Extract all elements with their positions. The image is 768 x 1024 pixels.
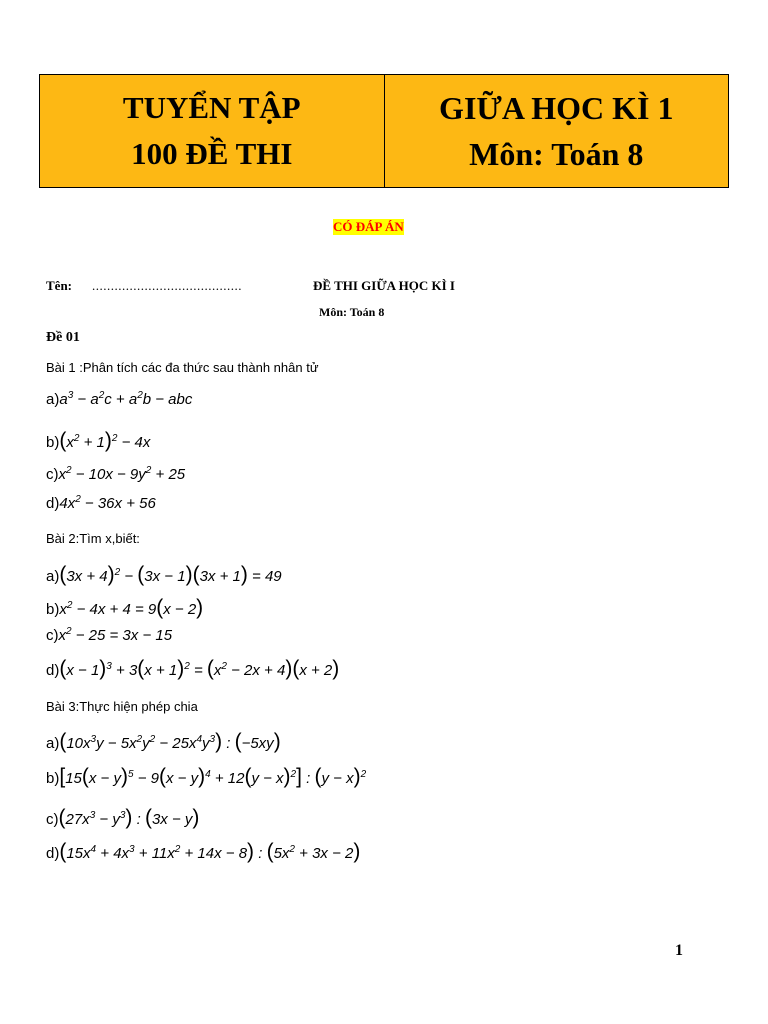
name-label: Tên: — [46, 278, 72, 293]
bai1-item-b: $b)(x^2 + 1)^2 - 4x$ — [46, 429, 151, 452]
exam-title: ĐỀ THI GIỮA HỌC KÌ I — [313, 278, 455, 293]
bai1-item-d: $d)4x^2 - 36x + 56$ — [46, 494, 156, 512]
answer-badge: CÓ ĐÁP ÁN — [333, 219, 404, 234]
bai2-item-b: $b)x^2 - 4x + 4 = 9(x - 2)$ — [46, 596, 204, 619]
bai2-item-c: $c)x^2 - 25 = 3x - 15$ — [46, 626, 173, 644]
banner-left-line2: 100 ĐỀ THI — [131, 136, 293, 171]
name-dots: ........................................ — [92, 278, 242, 293]
name-row — [46, 278, 242, 294]
subject-line: Môn: Toán 8 — [319, 305, 385, 319]
bai1-item-c: $c)x^2 - 10x - 9y^2 + 25$ — [46, 465, 186, 483]
bai2-item-a: $a)(3x + 4)^2 - (3x - 1)(3x + 1) = 49$ — [46, 563, 282, 586]
bai3-item-b: $b)[15(x - y)^5 - 9(x - y)^4 + 12(y - x)^2]$ : $(y - x)^2$ — [46, 765, 367, 788]
page-number: 1 — [675, 942, 683, 959]
banner-left — [40, 75, 385, 187]
bai2-title: Bài 2:Tìm x,biết: — [46, 531, 140, 546]
bai1-title: Bài 1 :Phân tích các đa thức sau thành nhân tử — [46, 360, 319, 375]
bai3-item-c: $c)(27x^3 - y^3)$ : (3x − y) — [46, 806, 200, 829]
bai3-item-d: $d)(15x^4 + 4x^3 + 11x^2 + 14x - 8)$ : $(5x^2 + 3x - 2)$ — [46, 840, 361, 863]
bai3-title: Bài 3:Thực hiện phép chia — [46, 699, 198, 714]
bai3-item-a: $a)(10x^3y - 5x^2y^2 - 25x^4y^3)$ : (−5xy) — [46, 730, 281, 753]
exam-number: Đề 01 — [46, 330, 80, 345]
banner-right-line1: GIỮA HỌC KÌ 1 — [439, 90, 674, 126]
banner-left-line1: TUYỂN TẬP — [122, 90, 301, 125]
bai2-item-d: $d)(x - 1)^3 + 3(x + 1)^2 = (x^2 - 2x + 4)(x + 2)$ — [46, 657, 340, 680]
banner-right-line2: Môn: Toán 8 — [469, 136, 644, 172]
banner-right — [385, 75, 729, 187]
title-banner — [39, 74, 729, 188]
bai1-item-a: $a)a^3 - a^2c + a^2b$ − abc — [46, 390, 193, 408]
